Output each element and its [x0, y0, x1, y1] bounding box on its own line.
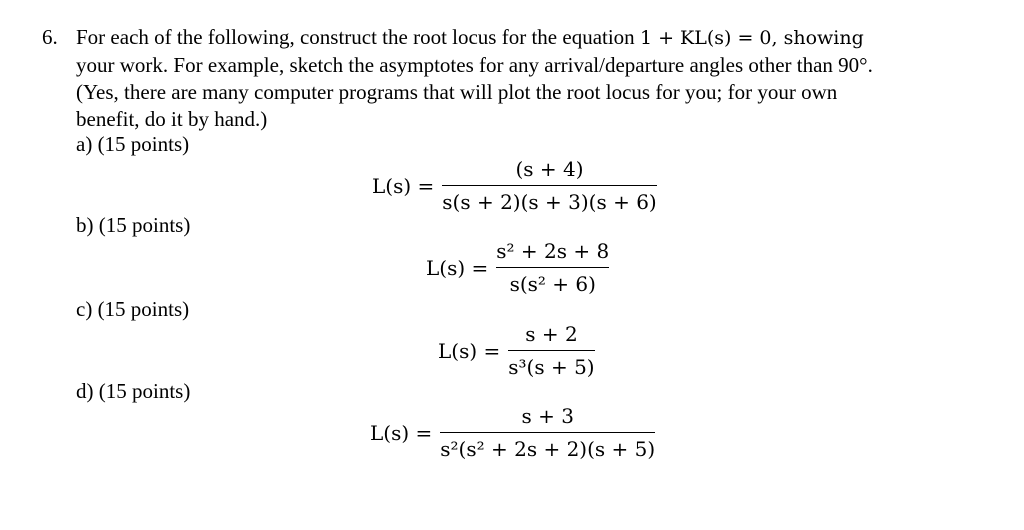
part-a-numerator: (s + 4): [515, 157, 584, 181]
part-c-denominator: s³(s + 5): [508, 355, 595, 379]
part-a-denominator: s(s + 2)(s + 3)(s + 6): [442, 190, 657, 214]
part-b-equation: [426, 238, 609, 297]
statement-line-1: [76, 24, 946, 52]
part-a-label: a) (15 points): [76, 132, 190, 156]
part-b-label: b) (15 points): [76, 213, 191, 237]
part-a-lhs: L(s) =: [372, 173, 435, 198]
part-c-fraction: [508, 321, 594, 380]
part-d-denominator: s²(s² + 2s + 2)(s + 5): [440, 437, 656, 461]
characteristic-equation: 1 + KL(s) = 0, showing: [639, 27, 864, 49]
part-d-fraction: [440, 403, 655, 462]
statement-line-4: benefit, do it by hand.): [76, 107, 268, 131]
part-d-lhs: L(s) =: [370, 420, 433, 445]
part-c-numerator: s + 2: [525, 322, 578, 346]
statement-line-1-text: For each of the following, construct the root locus for the equation: [76, 25, 635, 49]
part-d-numerator: s + 3: [521, 404, 574, 428]
part-c-label: c) (15 points): [76, 297, 190, 321]
part-b-numerator: s² + 2s + 8: [496, 239, 610, 263]
part-c-equation: [438, 321, 595, 380]
part-a-fraction: [442, 156, 656, 215]
part-b-fraction: [496, 238, 609, 297]
problem-statement: [76, 24, 946, 133]
part-d-label: d) (15 points): [76, 379, 191, 403]
statement-line-3: (Yes, there are many computer programs that will plot the root locus for you; for your own: [76, 80, 838, 104]
problem-number: 6.: [42, 25, 58, 49]
part-b-denominator: s(s² + 6): [509, 272, 596, 296]
part-a-equation: [372, 156, 657, 215]
statement-line-2: your work. For example, sketch the asymptotes for any arrival/departure angles other than 90°.: [76, 53, 873, 77]
part-b-lhs: L(s) =: [426, 255, 489, 280]
part-c-lhs: L(s) =: [438, 338, 501, 363]
part-d-equation: [370, 403, 655, 462]
